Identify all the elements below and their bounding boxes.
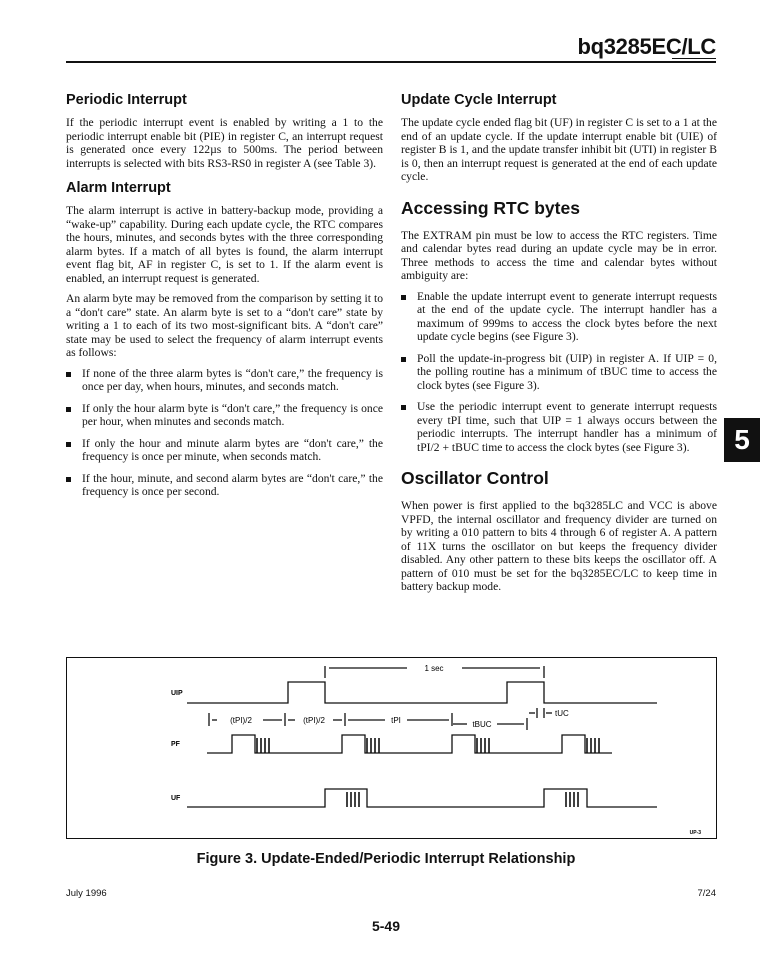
bullet-icon: [401, 405, 406, 410]
bullet-icon: [401, 295, 406, 300]
bullet-icon: [401, 357, 406, 362]
tbuc-label: tBUC: [472, 720, 492, 729]
alarm-frequency-list: [66, 367, 383, 499]
list-item: If none of the three alarm bytes is “don't care,” the frequency is once per day, when hours, minutes, and seconds match.: [66, 367, 383, 394]
document-title: bq3285EC/LC: [577, 34, 716, 59]
access-method-list: [401, 290, 717, 455]
header-rule: [66, 61, 716, 63]
uip-waveform: [187, 682, 657, 703]
uf-waveform: [187, 789, 657, 807]
right-column: [401, 88, 717, 601]
bullet-icon: [66, 477, 71, 482]
list-item: If the hour, minute, and second alarm bytes are “don't care,” the frequency is once per second.: [66, 472, 383, 499]
heading-update-cycle-interrupt: Update Cycle Interrupt: [401, 92, 557, 108]
one-sec-label: 1 sec: [424, 664, 444, 673]
heading-periodic-interrupt: Periodic Interrupt: [66, 92, 187, 108]
timing-diagram: [66, 657, 717, 839]
section-tab: 5: [724, 418, 760, 462]
paragraph-oscillator-control: When power is first applied to the bq3285LC and VCC is above VPFD, the internal oscillator and frequency divider are turned on by writing a 010 pattern to bits 4 through 6 of register A. A pattern of 11X turns the oscillator on but keeps the frequency divider disabled. Any other pattern to these bits keeps the oscillator off. A pattern of 010 must be set for the bq3285EC/LC to keep time in battery backup mode.: [401, 499, 717, 593]
list-item: Use the periodic interrupt event to generate interrupt requests every tPI time, such that UIP = 1 always occurs between the periodic interrupts. The interrupt handler has a minimum of tPI/2 + tBUC time to access the clock bytes (see Figure 3).: [401, 400, 717, 454]
heading-oscillator-control: Oscillator Control: [401, 468, 549, 488]
list-item: Enable the update interrupt event to generate interrupt requests at the end of the update cycle. The interrupt handler has a maximum of 999ms to access the clock bytes before the next update cycle begins (see Figure 3).: [401, 290, 717, 344]
bullet-icon: [66, 372, 71, 377]
timing-diagram-svg: [67, 658, 718, 840]
tpi-half-label: (tPI)/2: [303, 716, 325, 725]
paragraph-alarm-interrupt-2: An alarm byte may be removed from the comparison by setting it to a “don't care” state. An alarm byte is set to a “don't care” state by writing a 1 to each of its two most-significant bits. A “don't care” state may be used to select the frequency of alarm interrupt events as follows:: [66, 292, 383, 359]
list-item: If only the hour alarm byte is “don't care,” the frequency is once per hour, when minutes and seconds match.: [66, 402, 383, 429]
tuc-label: tUC: [555, 709, 569, 718]
list-item: If only the hour and minute alarm bytes are “don't care,” the frequency is once per minute, when seconds match.: [66, 437, 383, 464]
paragraph-alarm-interrupt-1: The alarm interrupt is active in battery-backup mode, providing a “wake-up” capability. During each update cycle, the RTC compares the hours, minutes, and seconds bytes with the three corresponding alarm bytes. If a match of all bytes is found, the alarm interrupt event flag bit, AF in register C, is set to 1. If the alarm event is enabled, an interrupt request is generated.: [66, 204, 383, 285]
page-number: 5-49: [371, 918, 401, 934]
footer-date: July 1996: [66, 888, 107, 899]
figure-caption: Figure 3. Update-Ended/Periodic Interrupt Relationship: [196, 851, 576, 867]
tpi-half-label: (tPI)/2: [230, 716, 252, 725]
bullet-icon: [66, 407, 71, 412]
paragraph-periodic-interrupt: If the periodic interrupt event is enabled by writing a 1 to the periodic interrupt enable bit (PIE) in register C, an interrupt request is generated once every 122µs to 500ms. The period between interrupts is selected with bits RS3-RS0 in register A (see Table 3).: [66, 116, 383, 170]
signal-label-uip: UIP: [171, 690, 183, 697]
heading-alarm-interrupt: Alarm Interrupt: [66, 180, 171, 196]
paragraph-update-cycle-interrupt: The update cycle ended flag bit (UF) in register C is set to a 1 at the end of an update cycle. If the update interrupt enable bit (UIE) of register B is 1, and the update transfer inhibit bit (UTI) in register B is 0, then an interrupt request is generated at the end of each update cycle.: [401, 116, 717, 183]
heading-accessing-rtc-bytes: Accessing RTC bytes: [401, 197, 580, 218]
bullet-icon: [66, 442, 71, 447]
pf-clear-hatching: [257, 738, 599, 753]
pf-waveform: [207, 735, 612, 753]
footer-revision: 7/24: [697, 888, 716, 899]
tpi-label: tPI: [391, 716, 401, 725]
list-item: Poll the update-in-progress bit (UIP) in register A. If UIP = 0, the polling routine has a minimum of tBUC time to access the clock bytes (see Figure 3).: [401, 352, 717, 393]
figure-id: UP-3: [689, 830, 701, 836]
signal-label-pf: PF: [171, 741, 180, 748]
uf-clear-hatching: [347, 792, 578, 807]
signal-label-uf: UF: [171, 795, 181, 802]
header-rule-accent: [672, 58, 716, 59]
left-column: [66, 88, 383, 507]
paragraph-accessing-rtc-bytes: The EXTRAM pin must be low to access the RTC registers. Time and calendar bytes read during an update cycle may be in error. Three methods to access the time and calendar bytes without ambiguity are:: [401, 228, 717, 282]
